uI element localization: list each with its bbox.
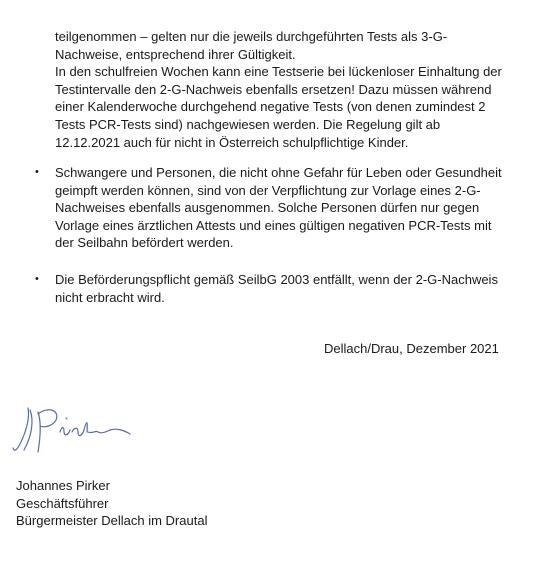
bullet-paragraph-pregnant: [55, 164, 502, 252]
bullet-paragraph-transport-duty: [55, 271, 498, 306]
signature-image: [8, 396, 148, 462]
signatory-role: Geschäftsführer: [16, 495, 109, 511]
paragraph-line: Nachweise, entsprechend ihrer Gültigkeit.: [55, 46, 296, 62]
paragraph-line: geimpft werden können, sind von der Verpflichtung zur Vorlage eines 2-G-: [55, 182, 481, 198]
signatory-name: Johannes Pirker: [16, 478, 110, 493]
paragraph-line: 12.12.2021 auch für nicht in Österreich schulpflichtige Kinder.: [55, 134, 409, 150]
paragraph-line: einer Kalenderwoche durchgehend negative Tests (von denen zumindest 2: [55, 99, 486, 115]
paragraph-line: Testintervalle den 2-G-Nachweis ebenfalls ersetzen! Dazu müssen während: [55, 81, 492, 97]
signatory-title: Bürgermeister Dellach im Drautal: [16, 513, 208, 529]
place-date: Dellach/Drau, Dezember 2021: [324, 341, 499, 356]
paragraph-line: teilgenommen – gelten nur die jeweils durchgeführten Tests als 3-G-: [55, 29, 448, 44]
paragraph-line: Vorlage eines ärztlichen Attests und eines gültigen negativen PCR-Tests mit: [55, 217, 492, 233]
bullet-icon: •: [35, 166, 39, 178]
paragraph-line: Tests PCR-Tests sind) nachgewiesen werden. Die Regelung gilt ab: [55, 116, 441, 132]
paragraph-line: Schwangere und Personen, die nicht ohne Gefahr für Leben oder Gesundheit: [55, 165, 502, 180]
paragraph-line: In den schulfreien Wochen kann eine Testserie bei lückenloser Einhaltung der: [55, 64, 502, 80]
paragraph-line: der Seilbahn befördert werden.: [55, 235, 234, 251]
signatory-block: [16, 477, 207, 530]
paragraph-line: nicht erbracht wird.: [55, 289, 165, 305]
paragraph-line: Nachweises ebenfalls ausgenommen. Solche Personen dürfen nur gegen: [55, 200, 480, 216]
bullet-icon: •: [35, 273, 39, 285]
intro-paragraph: [55, 28, 502, 151]
paragraph-line: Die Beförderungspflicht gemäß SeilbG 2003 entfällt, wenn der 2-G-Nachweis: [55, 272, 498, 287]
